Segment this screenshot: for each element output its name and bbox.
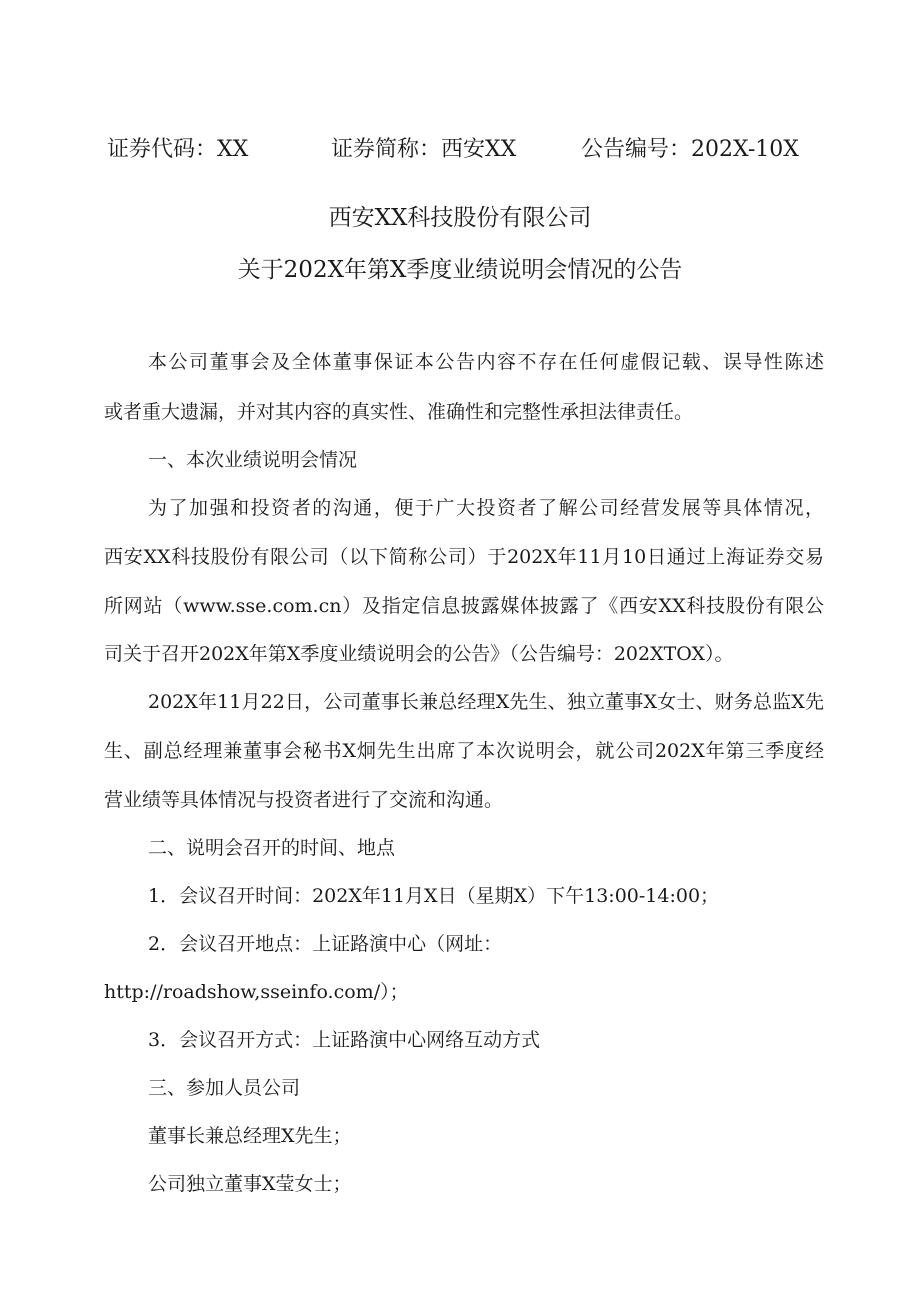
notice-number: 公告编号：202X-10X: [581, 137, 799, 162]
stock-abbreviation: 证券简称：西安XX: [331, 137, 517, 162]
paragraph-line: 西安XX科技股份有限公司（以下简称公司）于202X年11月10日通过上海证券交易: [104, 546, 824, 568]
attendee-line: 公司独立董事X莹女士；: [148, 1173, 352, 1195]
header-line: [0, 132, 920, 168]
paragraph-line: 或者重大遗漏，并对其内容的真实性、准确性和完整性承担法律责任。: [104, 401, 694, 423]
stock-code: 证券代码：XX: [107, 137, 249, 162]
paragraph-line: 生、副总经理兼董事会秘书X炯先生出席了本次说明会，就公司202X年第三季度经: [104, 740, 824, 762]
paragraph-line: 202X年11月22日，公司董事长兼总经理X先生、独立董事X女士、财务总监X先: [148, 691, 824, 713]
list-item: 1．会议召开时间：202X年11月X日（星期X）下午13:00-14:00；: [148, 885, 720, 907]
paragraph-line: 为了加强和投资者的沟通，便于广大投资者了解公司经营发展等具体情况，: [148, 497, 824, 519]
company-name-title: 西安XX科技股份有限公司: [328, 205, 592, 231]
paragraph-line: 司关于召开202X年第X季度业绩说明会的公告》（公告编号：202XTOX）。: [104, 643, 734, 665]
paragraph-line: 营业绩等具体情况与投资者进行了交流和沟通。: [104, 789, 504, 811]
paragraph-line: 本公司董事会及全体董事保证本公告内容不存在任何虚假记载、误导性陈述: [148, 351, 824, 373]
paragraph-line: 所网站（www.sse.com.cn）及指定信息披露媒体披露了《西安XX科技股份有限公: [104, 595, 824, 617]
list-item: 2．会议召开地点：上证路演中心（网址：: [148, 933, 503, 955]
attendee-line: 董事长兼总经理X先生；: [148, 1125, 352, 1147]
section-heading: 二、说明会召开的时间、地点: [148, 837, 396, 859]
list-item: 3．会议召开方式：上证路演中心网络互动方式: [148, 1029, 541, 1051]
announcement-title: 关于202X年第X季度业绩说明会情况的公告: [237, 257, 683, 283]
section-heading: 一、本次业绩说明会情况: [148, 449, 358, 471]
url-text: http://roadshow,sseinfo.com/）；: [104, 981, 409, 1003]
section-heading: 三、参加人员公司: [148, 1077, 301, 1099]
